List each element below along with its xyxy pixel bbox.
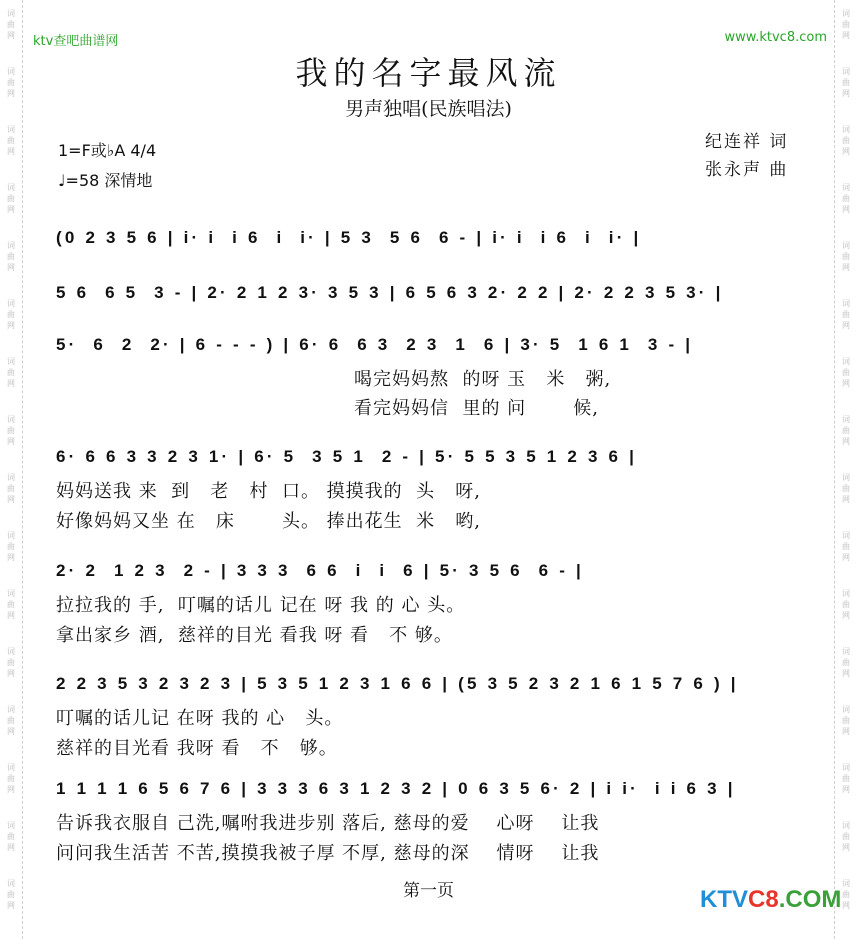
watermark-text: 词 曲 网 [7,705,15,736]
watermark-text: 词 曲 网 [842,299,850,330]
page-number: 第一页 [403,881,454,901]
watermark-text: 词 曲 网 [7,241,15,272]
notation-line: 1 1 1 1 6 5 6 7 6 | 3 3 3 6 3 1 2 3 2 | 0 6 3 5 6· 2 | i i· i i 6 3 | [56,779,736,798]
notation-line: 5· 6 2 2· | 6 - - - ) | 6· 6 6 3 2 3 1 6 | 3· 5 1 6 1 3 - | [56,335,694,354]
watermark-text: 词 曲 网 [842,531,850,562]
watermark-text: 词 曲 网 [7,879,15,910]
notation-line: 5 6 6 5 3 - | 2· 2 1 2 3· 3 5 3 | 6 5 6 3 2· 2 2 | 2· 2 2 3 5 3· | [56,283,724,302]
key-signature: 1=F或♭A 4/4 [58,141,157,160]
watermark-text: 词 曲 网 [842,357,850,388]
watermark-text: 词 曲 网 [842,415,850,446]
watermark-text: 词 曲 网 [842,589,850,620]
watermark-text: 词 曲 网 [7,183,15,214]
lyric-verse-2: 看完妈妈信 里的 问 候, [354,398,599,419]
watermark-text: 词 曲 网 [7,299,15,330]
watermark-text: 词 曲 网 [7,67,15,98]
watermark-text: 词 曲 网 [7,473,15,504]
logo-ktv: KTV [700,886,748,913]
watermark-text: 词 曲 网 [842,125,850,156]
watermark-text: 词 曲 网 [842,821,850,852]
composer: 张永声 曲 [705,160,789,180]
notation-line: 2· 2 1 2 3 2 - | 3 3 3 6 6 i i 6 | 5· 3 5 6 6 - | [56,561,584,580]
watermark-text: 词 曲 网 [7,763,15,794]
watermark-text: 词 曲 网 [7,9,15,40]
lyricist: 纪连祥 词 [705,132,789,152]
watermark-text: 词 曲 网 [7,125,15,156]
lyric-verse-2: 好像妈妈又坐 在 床 头。 捧出花生 米 哟, [56,511,481,532]
logo-c8: C8 [748,886,779,913]
watermark-text: 词 曲 网 [7,589,15,620]
ktvc8-logo[interactable] [700,886,841,914]
song-title: 我的名字最风流 [295,54,562,92]
lyric-verse-1: 喝完妈妈熬 的呀 玉 米 粥, [354,369,612,390]
notation-line: 2 2 3 5 3 2 3 2 3 | 5 3 5 1 2 3 1 6 6 | (5 3 5 2 3 2 1 6 1 5 7 6 ) | [56,674,739,693]
watermark-text: 词 曲 网 [842,763,850,794]
watermark-text: 词 曲 网 [842,705,850,736]
song-subtitle: 男声独唱(民族唱法) [345,98,512,120]
lyric-verse-1: 拉拉我的 手, 叮嘱的话儿 记在 呀 我 的 心 头。 [56,595,466,616]
watermark-text: 词 曲 网 [842,183,850,214]
watermark-text: 词 曲 网 [7,531,15,562]
watermark-text: 词 曲 网 [7,415,15,446]
watermark-text: 词 曲 网 [842,241,850,272]
site-name-left[interactable]: ktv查吧曲谱网 [33,34,119,49]
lyric-verse-2: 慈祥的目光看 我呀 看 不 够。 [56,738,338,759]
watermark-text: 词 曲 网 [842,473,850,504]
site-url-right[interactable]: www.ktvc8.com [724,30,827,45]
watermark-text: 词 曲 网 [842,9,850,40]
logo-com: COM [785,886,842,913]
notation-line: (0 2 3 5 6 | i· i i 6 i i· | 5 3 5 6 6 - | i· i i 6 i i· | [56,228,642,247]
watermark-text: 词 曲 网 [842,67,850,98]
watermark-text: 词 曲 网 [842,647,850,678]
watermark-text: 词 曲 网 [7,821,15,852]
notation-line: 6· 6 6 3 3 2 3 1· | 6· 5 3 5 1 2 - | 5· 5 5 3 5 1 2 3 6 | [56,447,638,466]
logo-dot: . [778,886,786,913]
lyric-verse-2: 问问我生活苦 不苦,摸摸我被子厚 不厚, 慈母的深 情呀 让我 [56,843,600,864]
lyric-verse-1: 叮嘱的话儿记 在呀 我的 心 头。 [56,708,344,729]
watermark-text: 词 曲 网 [7,357,15,388]
lyric-verse-1: 妈妈送我 来 到 老 村 口。 摸摸我的 头 呀, [56,481,481,502]
lyric-verse-2: 拿出家乡 酒, 慈祥的目光 看我 呀 看 不 够。 [56,625,453,646]
watermark-text: 词 曲 网 [842,879,850,910]
tempo-marking: ♩=58 深情地 [58,171,153,190]
watermark-text: 词 曲 网 [7,647,15,678]
lyric-verse-1: 告诉我衣服自 己洗,嘱咐我进步别 落后, 慈母的爱 心呀 让我 [56,813,600,834]
